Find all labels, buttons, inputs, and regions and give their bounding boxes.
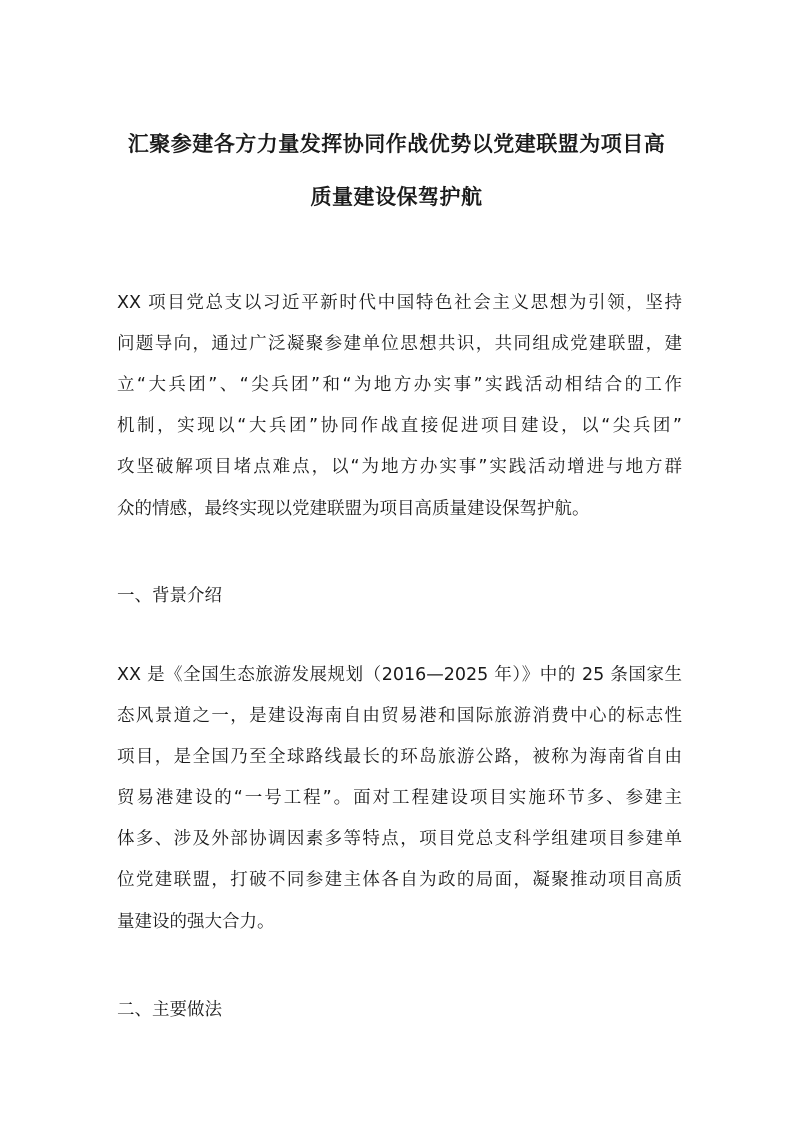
section1-line: 体多、涉及外部协调因素多等特点，项目党总支科学组建项目参建单 [117, 829, 682, 849]
section1-line: 贸易港建设的“一号工程”。面对工程建设项目实施环节多、参建主 [117, 788, 682, 808]
section-heading-main-practices: 二、主要做法 [117, 1000, 222, 1020]
intro-line: 立“大兵团”、“尖兵团”和“为地方办实事”实践活动相结合的工作 [117, 375, 682, 395]
document-title-line-1: 汇聚参建各方力量发挥协同作战优势以党建联盟为项目高 [127, 132, 666, 156]
section1-line: XX 是《全国生态旅游发展规划（2016—2025 年）》中的 25 条国家生 [117, 665, 682, 685]
section1-line: 态风景道之一，是建设海南自由贸易港和国际旅游消费中心的标志性 [117, 706, 682, 726]
section-heading-background: 一、背景介绍 [117, 586, 222, 606]
section1-line: 量建设的强大合力。 [117, 912, 275, 932]
intro-line: 众的情感，最终实现以党建联盟为项目高质量建设保驾护航。 [117, 499, 590, 519]
document-title-line-2: 质量建设保驾护航 [310, 185, 483, 209]
section1-line: 位党建联盟，打破不同参建主体各自为政的局面，凝聚推动项目高质 [117, 870, 682, 890]
intro-line: 问题导向，通过广泛凝聚参建单位思想共识，共同组成党建联盟，建 [117, 334, 682, 354]
section1-line: 项目，是全国乃至全球路线最长的环岛旅游公路，被称为海南省自由 [117, 747, 682, 767]
intro-line: 攻坚破解项目堵点难点，以“为地方办实事”实践活动增进与地方群 [117, 457, 682, 477]
intro-line: XX 项目党总支以习近平新时代中国特色社会主义思想为引领，坚持 [117, 293, 682, 313]
intro-line: 机制，实现以“大兵团”协同作战直接促进项目建设，以“尖兵团” [117, 416, 682, 436]
